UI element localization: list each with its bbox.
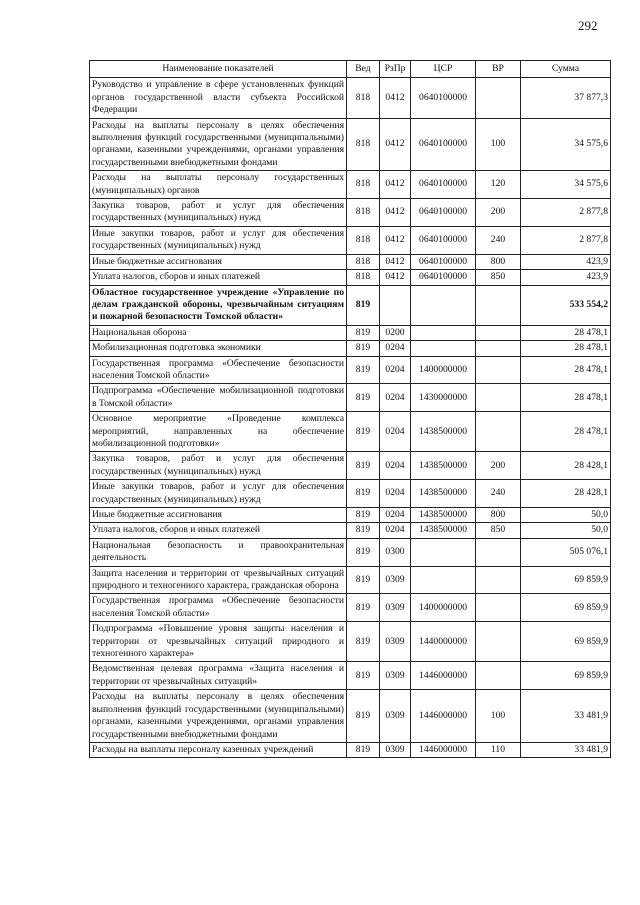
cell-rzpr: 0309 [380, 622, 411, 662]
header-name: Наименование показателей [90, 61, 347, 78]
cell-rzpr: 0309 [380, 566, 411, 594]
cell-rzpr: 0204 [380, 356, 411, 384]
cell-name: Подпрограмма «Повышение уровня защиты населения и территории от чрезвычайных ситуаций природного и техногенного характера» [90, 622, 347, 662]
cell-csr: 1438500000 [411, 412, 476, 452]
cell-ved: 819 [347, 742, 380, 757]
table-row [90, 254, 611, 269]
cell-csr: 1438500000 [411, 508, 476, 523]
cell-rzpr: 0309 [380, 690, 411, 743]
cell-csr [411, 325, 476, 340]
cell-vr: 100 [476, 690, 521, 743]
table-row [90, 78, 611, 118]
cell-sum: 34 575,6 [521, 171, 611, 199]
cell-sum: 28 428,1 [521, 480, 611, 508]
cell-rzpr: 0309 [380, 662, 411, 690]
cell-ved: 818 [347, 270, 380, 285]
cell-csr: 1430000000 [411, 384, 476, 412]
cell-name: Расходы на выплаты персоналу в целях обеспечения выполнения функций государственными (муниципальными) органами, казенными учреждениями, органами управления государственными внебюджетными фондами [90, 690, 347, 743]
table-row [90, 566, 611, 594]
cell-ved: 818 [347, 199, 380, 227]
cell-ved: 818 [347, 78, 380, 118]
cell-vr [476, 285, 521, 325]
table-row [90, 325, 611, 340]
table-row [90, 662, 611, 690]
cell-vr [476, 384, 521, 412]
table-body [90, 78, 611, 758]
cell-name: Областное государственное учреждение «Управление по делам гражданской обороны, чрезвычайным ситуациям и пожарной безопасности Томской области» [90, 285, 347, 325]
cell-vr: 110 [476, 742, 521, 757]
cell-name: Уплата налогов, сборов и иных платежей [90, 270, 347, 285]
cell-ved: 819 [347, 662, 380, 690]
header-vr: ВР [476, 61, 521, 78]
cell-rzpr: 0204 [380, 412, 411, 452]
cell-sum: 2 877,8 [521, 226, 611, 254]
cell-ved: 819 [347, 690, 380, 743]
cell-vr: 200 [476, 199, 521, 227]
cell-rzpr: 0412 [380, 270, 411, 285]
cell-csr: 0640100000 [411, 270, 476, 285]
table-row [90, 690, 611, 743]
cell-ved: 819 [347, 384, 380, 412]
cell-vr: 850 [476, 270, 521, 285]
cell-rzpr: 0200 [380, 325, 411, 340]
cell-ved: 819 [347, 508, 380, 523]
table-row [90, 508, 611, 523]
cell-rzpr: 0204 [380, 480, 411, 508]
cell-sum: 423,9 [521, 270, 611, 285]
budget-table [89, 60, 611, 758]
cell-rzpr: 0412 [380, 226, 411, 254]
header-csr: ЦСР [411, 61, 476, 78]
cell-vr: 100 [476, 118, 521, 171]
cell-csr: 0640100000 [411, 226, 476, 254]
cell-name: Расходы на выплаты персоналу в целях обеспечения выполнения функций государственными (муниципальными) органами, казенными учреждениями, органами управления государственными внебюджетными фондами [90, 118, 347, 171]
cell-vr [476, 325, 521, 340]
cell-ved: 818 [347, 171, 380, 199]
table-row [90, 384, 611, 412]
cell-rzpr: 0204 [380, 523, 411, 538]
cell-ved: 819 [347, 452, 380, 480]
cell-rzpr: 0412 [380, 199, 411, 227]
cell-csr: 1446000000 [411, 690, 476, 743]
cell-ved: 819 [347, 412, 380, 452]
table-row [90, 523, 611, 538]
header-rzpr: РзПр [380, 61, 411, 78]
cell-name: Иные бюджетные ассигнования [90, 254, 347, 269]
cell-ved: 819 [347, 594, 380, 622]
cell-rzpr: 0204 [380, 508, 411, 523]
table-row [90, 285, 611, 325]
cell-name: Закупка товаров, работ и услуг для обеспечения государственных (муниципальных) нужд [90, 199, 347, 227]
cell-csr: 1438500000 [411, 452, 476, 480]
table-header-row [90, 61, 611, 78]
cell-csr: 0640100000 [411, 199, 476, 227]
cell-csr: 0640100000 [411, 78, 476, 118]
cell-sum: 28 478,1 [521, 341, 611, 356]
cell-vr: 120 [476, 171, 521, 199]
table-row [90, 538, 611, 566]
cell-rzpr: 0204 [380, 452, 411, 480]
cell-name: Государственная программа «Обеспечение безопасности населения Томской области» [90, 356, 347, 384]
page-number: 292 [578, 18, 598, 33]
cell-vr: 850 [476, 523, 521, 538]
cell-sum: 33 481,9 [521, 690, 611, 743]
table-row [90, 452, 611, 480]
cell-ved: 819 [347, 325, 380, 340]
table-row [90, 412, 611, 452]
cell-name: Иные закупки товаров, работ и услуг для обеспечения государственных (муниципальных) нужд [90, 226, 347, 254]
cell-sum: 28 428,1 [521, 452, 611, 480]
table-row [90, 171, 611, 199]
table-row [90, 742, 611, 757]
cell-ved: 819 [347, 356, 380, 384]
cell-sum: 33 481,9 [521, 742, 611, 757]
cell-vr [476, 78, 521, 118]
cell-ved: 819 [347, 341, 380, 356]
cell-vr: 200 [476, 452, 521, 480]
table-row [90, 199, 611, 227]
cell-sum: 50,0 [521, 523, 611, 538]
cell-sum: 28 478,1 [521, 325, 611, 340]
cell-sum: 423,9 [521, 254, 611, 269]
cell-vr: 800 [476, 254, 521, 269]
header-ved: Вед [347, 61, 380, 78]
cell-vr: 240 [476, 480, 521, 508]
cell-sum: 2 877,8 [521, 199, 611, 227]
cell-ved: 819 [347, 285, 380, 325]
cell-name: Защита населения и территории от чрезвычайных ситуаций природного и техногенного характера, гражданская оборона [90, 566, 347, 594]
cell-sum: 505 076,1 [521, 538, 611, 566]
cell-name: Мобилизационная подготовка экономики [90, 341, 347, 356]
cell-name: Расходы на выплаты персоналу казенных учреждений [90, 742, 347, 757]
table-row [90, 118, 611, 171]
cell-name: Национальная безопасность и правоохранительная деятельность [90, 538, 347, 566]
cell-csr: 1400000000 [411, 594, 476, 622]
cell-name: Иные бюджетные ассигнования [90, 508, 347, 523]
cell-rzpr: 0412 [380, 171, 411, 199]
cell-name: Закупка товаров, работ и услуг для обеспечения государственных (муниципальных) нужд [90, 452, 347, 480]
cell-vr: 240 [476, 226, 521, 254]
cell-csr [411, 538, 476, 566]
cell-name: Основное мероприятие «Проведение комплекса мероприятий, направленных на обеспечение мобилизационной подготовки» [90, 412, 347, 452]
cell-rzpr: 0309 [380, 742, 411, 757]
cell-csr: 1438500000 [411, 480, 476, 508]
cell-name: Руководство и управление в сфере установленных функций органов государственной власти субъекта Российской Федерации [90, 78, 347, 118]
cell-name: Иные закупки товаров, работ и услуг для обеспечения государственных (муниципальных) нужд [90, 480, 347, 508]
cell-name: Государственная программа «Обеспечение безопасности населения Томской области» [90, 594, 347, 622]
cell-sum: 50,0 [521, 508, 611, 523]
cell-name: Ведомственная целевая программа «Защита населения и территории от чрезвычайных ситуаций» [90, 662, 347, 690]
cell-ved: 819 [347, 622, 380, 662]
cell-name: Подпрограмма «Обеспечение мобилизационной подготовки в Томской области» [90, 384, 347, 412]
cell-ved: 819 [347, 566, 380, 594]
table-row [90, 356, 611, 384]
cell-sum: 533 554,2 [521, 285, 611, 325]
cell-rzpr: 0412 [380, 118, 411, 171]
cell-csr: 0640100000 [411, 254, 476, 269]
cell-sum: 28 478,1 [521, 412, 611, 452]
cell-rzpr: 0309 [380, 594, 411, 622]
cell-rzpr: 0300 [380, 538, 411, 566]
cell-sum: 69 859,9 [521, 662, 611, 690]
cell-sum: 69 859,9 [521, 622, 611, 662]
cell-csr: 0640100000 [411, 171, 476, 199]
cell-ved: 819 [347, 538, 380, 566]
cell-csr [411, 566, 476, 594]
cell-csr: 0640100000 [411, 118, 476, 171]
cell-rzpr: 0204 [380, 384, 411, 412]
cell-sum: 69 859,9 [521, 594, 611, 622]
cell-vr [476, 412, 521, 452]
cell-sum: 28 478,1 [521, 384, 611, 412]
cell-sum: 34 575,6 [521, 118, 611, 171]
cell-csr [411, 341, 476, 356]
cell-rzpr: 0412 [380, 254, 411, 269]
cell-csr [411, 285, 476, 325]
cell-ved: 819 [347, 523, 380, 538]
cell-rzpr: 0412 [380, 78, 411, 118]
cell-csr: 1446000000 [411, 742, 476, 757]
cell-ved: 819 [347, 480, 380, 508]
cell-sum: 28 478,1 [521, 356, 611, 384]
cell-vr [476, 341, 521, 356]
cell-vr [476, 662, 521, 690]
table-row [90, 341, 611, 356]
cell-csr: 1400000000 [411, 356, 476, 384]
cell-name: Национальная оборона [90, 325, 347, 340]
cell-vr [476, 566, 521, 594]
cell-ved: 818 [347, 226, 380, 254]
cell-name: Уплата налогов, сборов и иных платежей [90, 523, 347, 538]
table-row [90, 226, 611, 254]
cell-vr [476, 622, 521, 662]
cell-ved: 818 [347, 254, 380, 269]
cell-vr [476, 538, 521, 566]
cell-csr: 1438500000 [411, 523, 476, 538]
table-row [90, 594, 611, 622]
cell-vr [476, 356, 521, 384]
cell-name: Расходы на выплаты персоналу государственных (муниципальных) органов [90, 171, 347, 199]
cell-sum: 37 877,3 [521, 78, 611, 118]
header-sum: Сумма [521, 61, 611, 78]
cell-vr: 800 [476, 508, 521, 523]
table-row [90, 480, 611, 508]
table-row [90, 270, 611, 285]
cell-rzpr [380, 285, 411, 325]
table-row [90, 622, 611, 662]
cell-ved: 818 [347, 118, 380, 171]
cell-sum: 69 859,9 [521, 566, 611, 594]
cell-csr: 1446000000 [411, 662, 476, 690]
cell-rzpr: 0204 [380, 341, 411, 356]
cell-csr: 1440000000 [411, 622, 476, 662]
cell-vr [476, 594, 521, 622]
